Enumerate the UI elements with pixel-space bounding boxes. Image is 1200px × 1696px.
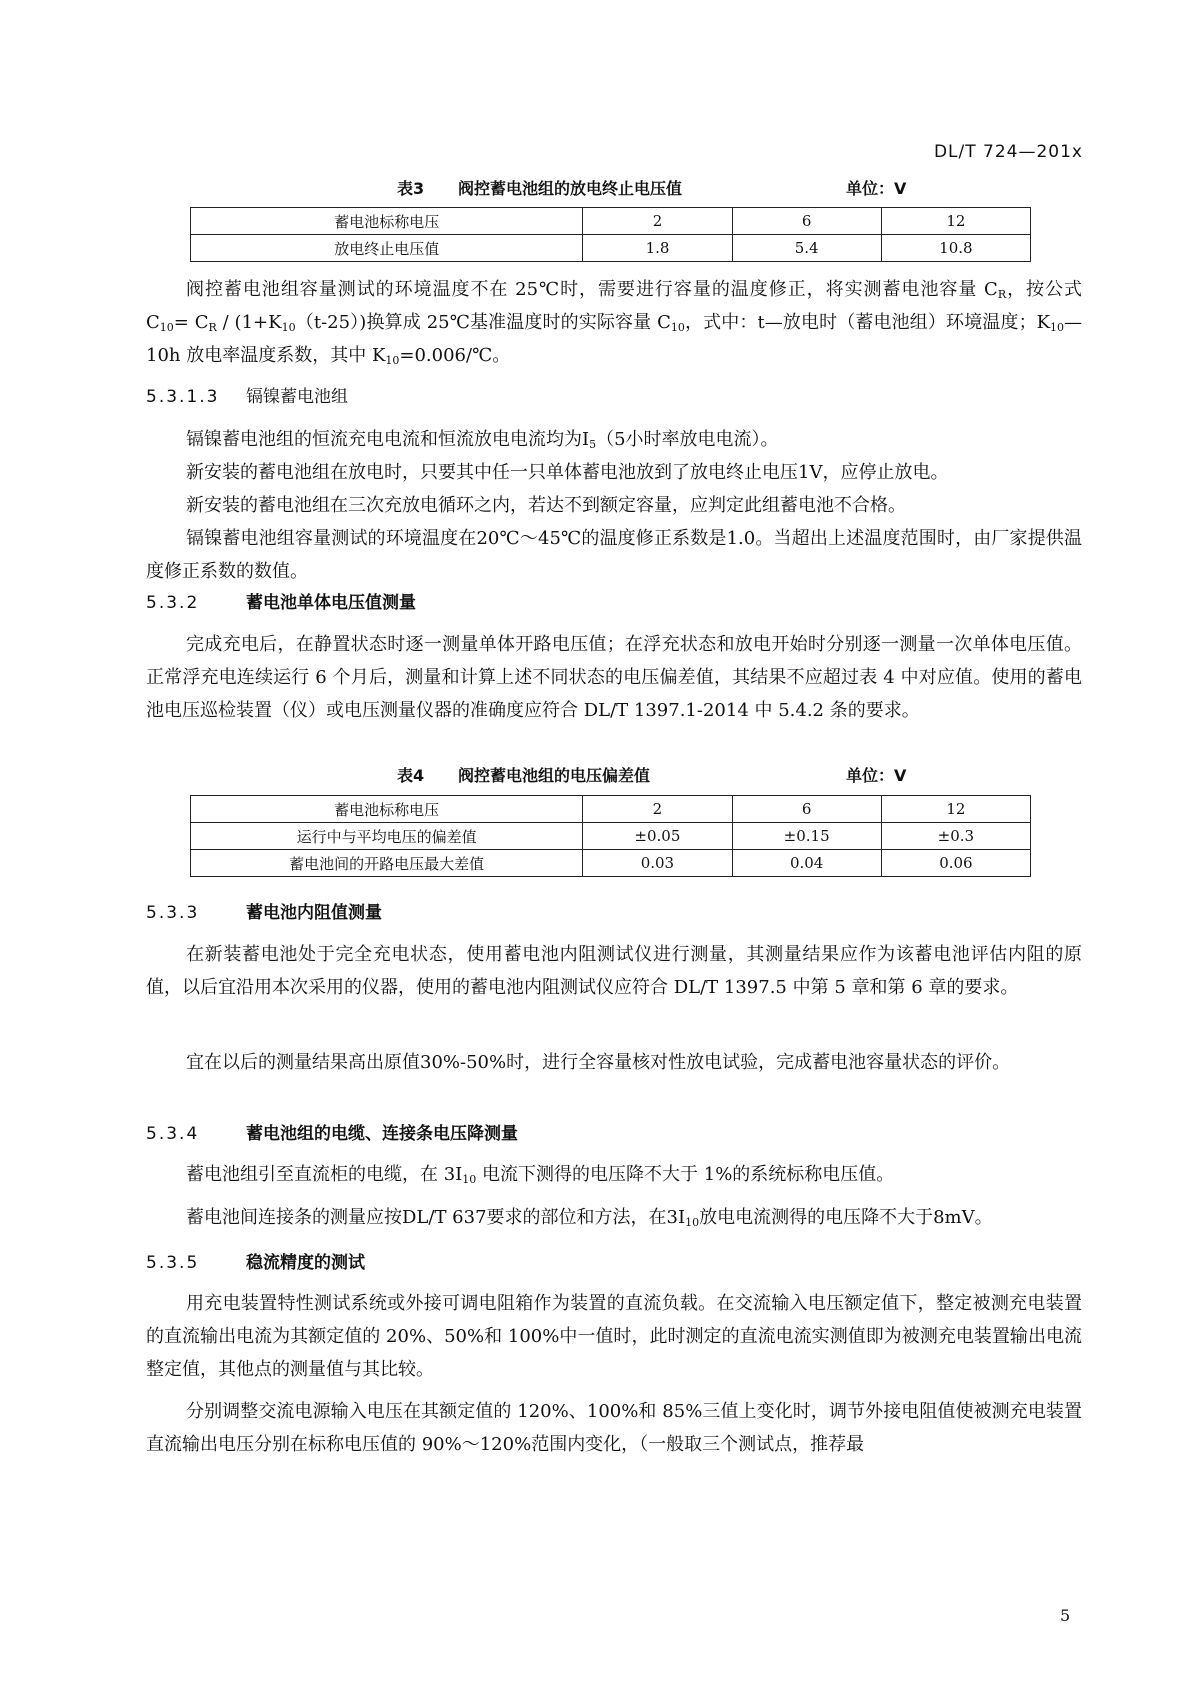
paragraph-connector-drop (146, 1201, 1082, 1234)
paragraph-current-accuracy: 用充电装置特性测试系统或外接可调电阻箱作为装置的直流负载。在交流输入电压额定值下，整定被测充电装置的直流输出电流为其额定值的 20%、50%和 100%中一值时，此时测定的直流电流实测值即为被测充电装置输出电流整定值，其他点的测量值与其比较。 (146, 1293, 1082, 1380)
table-cell: 0.06 (881, 850, 1030, 877)
section-number: 5.3.2 (146, 593, 200, 613)
table3-unit: 单位：V (846, 179, 907, 198)
section-title: 蓄电池内阻值测量 (246, 903, 382, 923)
table-cell: 蓄电池标称电压 (191, 208, 583, 235)
table4-title: 阀控蓄电池组的电压偏差值 (458, 766, 651, 785)
text-run: 蓄电池间连接条的测量应按DL/T 637要求的部位和方法，在3I (186, 1207, 686, 1228)
subscript: 10 (159, 321, 174, 334)
text-run: （5小时率放电电流）。 (596, 429, 779, 450)
table-cell: 5.4 (732, 235, 881, 262)
table-cell: 2 (583, 208, 732, 235)
paragraph-nicd-cycle: 新安装的蓄电池组在三次充放电循环之内，若达不到额定容量，应判定此组蓄电池不合格。 (186, 495, 906, 516)
section-heading-5-3-3 (146, 898, 382, 923)
paragraph-nicd-current (146, 423, 1082, 456)
text-run: / (1+K (216, 312, 282, 333)
section-number: 5.3.5 (146, 1253, 200, 1273)
table-cell: ±0.3 (881, 823, 1030, 850)
table-cell: 蓄电池间的开路电压最大差值 (191, 850, 583, 877)
text-run: = C (173, 312, 209, 333)
text-run: ，按公式 C (146, 279, 1082, 333)
page-number: 5 (1060, 1606, 1071, 1625)
table-cell: 2 (583, 796, 732, 823)
table-cell: 0.03 (583, 850, 732, 877)
section-title: 稳流精度的测试 (246, 1253, 365, 1273)
table-cell: ±0.05 (583, 823, 732, 850)
subscript: 10 (462, 1173, 477, 1186)
table4-unit: 单位：V (846, 766, 907, 785)
table-cell: 运行中与平均电压的偏差值 (191, 823, 583, 850)
subscript: 10 (385, 354, 400, 367)
section-number: 5.3.4 (146, 1124, 200, 1144)
subscript: 5 (589, 438, 597, 451)
paragraph-cable-drop (146, 1158, 1082, 1191)
text-run: 放电电流测得的电压降不大于8mV。 (699, 1207, 993, 1228)
table3-number: 表3 (397, 179, 425, 198)
table-cell: 6 (732, 208, 881, 235)
section-heading-5-3-5 (146, 1248, 365, 1273)
subscript: 10 (281, 321, 296, 334)
table3 (190, 207, 1031, 262)
table-cell: 1.8 (583, 235, 732, 262)
table-cell: 10.8 (881, 235, 1030, 262)
paragraph-nicd-temp: 镉镍蓄电池组容量测试的环境温度在20℃～45℃的温度修正系数是1.0。当超出上述温度范围时，由厂家提供温度修正系数的数值。 (146, 528, 1082, 582)
section-title: 镉镍蓄电池组 (246, 387, 348, 407)
paragraph-nicd-stop: 新安装的蓄电池组在放电时，只要其中任一只单体蓄电池放到了放电终止电压1V，应停止放电。 (186, 462, 949, 483)
table-cell: 0.04 (732, 850, 881, 877)
table-cell: ±0.15 (732, 823, 881, 850)
subscript: 10 (1050, 321, 1065, 334)
subscript: R (208, 321, 217, 334)
section-number: 5.3.3 (146, 903, 200, 923)
text-run: ，式中：t—放电时（蓄电池组）环境温度；K (684, 312, 1051, 333)
text-run: 电流下测得的电压降不大于 1%的系统标称电压值。 (476, 1164, 895, 1185)
table-row (191, 235, 1031, 262)
table4-caption (190, 763, 1030, 787)
table4 (190, 795, 1031, 877)
table-row (191, 823, 1031, 850)
section-heading-5-3-2 (146, 588, 416, 613)
table-cell: 蓄电池标称电压 (191, 796, 583, 823)
subscript: R (997, 288, 1007, 301)
table-row (191, 208, 1031, 235)
section-title: 蓄电池单体电压值测量 (246, 593, 416, 613)
document-code: DL/T 724—201x (933, 142, 1083, 162)
paragraph-resistance-threshold: 宜在以后的测量结果高出原值30%-50%时，进行全容量核对性放电试验，完成蓄电池容量状态的评价。 (186, 1052, 1011, 1073)
paragraph-internal-resistance: 在新装蓄电池处于完全充电状态，使用蓄电池内阻测试仪进行测量，其测量结果应作为该蓄电池评估内阻的原值，以后宜沿用本次采用的仪器，使用的蓄电池内阻测试仪应符合 DL/T 1397.5 中第 5 章和第 6 章的要求。 (146, 944, 1082, 998)
section-heading-5-3-4 (146, 1119, 518, 1144)
section-title: 蓄电池组的电缆、连接条电压降测量 (246, 1124, 518, 1144)
subscript: 10 (670, 321, 685, 334)
table4-number: 表4 (397, 766, 425, 785)
paragraph-voltage-adjust: 分别调整交流电源输入电压在其额定值的 120%、100%和 85%三值上变化时，调节外接电阻值使被测充电装置直流输出电压分别在标称电压值的 90%～120%范围内变化，（一般取三个测试点，推荐最 (146, 1401, 1082, 1455)
table-row (191, 796, 1031, 823)
text-run: 阀控蓄电池组容量测试的环境温度不在 25℃时，需要进行容量的温度修正，将实测蓄电池容量 C (186, 279, 998, 300)
section-number: 5.3.1.3 (146, 387, 220, 407)
table-cell: 12 (881, 208, 1030, 235)
text-run: =0.006/℃。 (399, 345, 511, 366)
paragraph-cell-voltage: 完成充电后，在静置状态时逐一测量单体开路电压值；在浮充状态和放电开始时分别逐一测量一次单体电压值。正常浮充电连续运行 6 个月后，测量和计算上述不同状态的电压偏差值，其结果不应超过表 4 中对应值。使用的蓄电池电压巡检装置（仪）或电压测量仪器的准确度应符合 DL/T 1397.1-2014 中 5.4.2 条的要求。 (146, 634, 1082, 721)
table-row (191, 850, 1031, 877)
table-cell: 6 (732, 796, 881, 823)
text-run: 蓄电池组引至直流柜的电缆，在 3I (186, 1164, 463, 1185)
text-run: —10h 放电率温度系数，其中 K (146, 312, 1083, 366)
text-run: 镉镍蓄电池组的恒流充电电流和恒流放电电流均为I (186, 429, 590, 450)
subscript: 10 (685, 1216, 700, 1229)
section-heading-5-3-1-3 (146, 382, 348, 407)
paragraph-temp-correction (146, 273, 1082, 372)
table-cell: 放电终止电压值 (191, 235, 583, 262)
text-run: （t-25）)换算成 25℃基准温度时的实际容量 C (295, 312, 671, 333)
table3-title: 阀控蓄电池组的放电终止电压值 (458, 179, 683, 198)
table-cell: 12 (881, 796, 1030, 823)
table3-caption (190, 176, 1030, 200)
